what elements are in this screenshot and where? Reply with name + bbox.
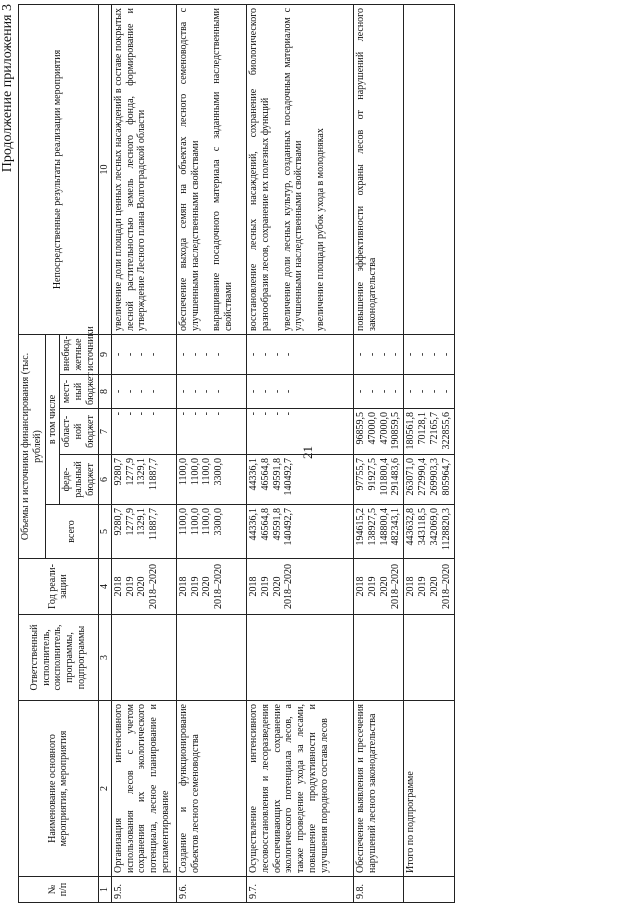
value: 2018 <box>247 576 259 597</box>
value: 9280,7 <box>112 508 124 536</box>
year-cell <box>176 559 246 615</box>
value: - <box>405 389 417 394</box>
value: 2020 <box>136 576 148 597</box>
value: - <box>283 389 295 394</box>
table-row <box>111 4 176 902</box>
value: 9280,7 <box>112 458 124 486</box>
activity-name: Организация интенсивного использования лесов с учетом сохранения их экологического потенциала, лесное планирование и регламентирование <box>111 701 176 877</box>
value: - <box>259 389 271 394</box>
value: - <box>428 389 440 394</box>
header-including: в том числе <box>45 334 60 504</box>
value: 49591,8 <box>271 458 283 491</box>
value: 44336,1 <box>247 508 259 541</box>
value: 47000,0 <box>366 412 378 445</box>
value: 101800,4 <box>378 458 390 496</box>
value: 2018 <box>112 576 124 597</box>
results-cell <box>246 4 353 334</box>
table-body <box>111 4 454 902</box>
value: 2019 <box>366 576 378 597</box>
value: 2018–2020 <box>390 564 402 609</box>
row-number: 9.8. <box>353 877 403 903</box>
executor-cell <box>404 615 455 701</box>
federal-cell <box>176 455 246 505</box>
executor-cell <box>353 615 403 701</box>
total-label: Итого по подпрограмме <box>404 701 455 877</box>
value: - <box>136 389 148 394</box>
value: 343118,5 <box>416 508 428 546</box>
results-cell <box>353 4 403 334</box>
header-executor: Ответственный исполнитель, соисполнитель, программы, подпрограммы <box>19 615 99 701</box>
header-local: мест- ный бюджет <box>60 375 98 409</box>
year-cell <box>353 559 403 615</box>
value: 2018–2020 <box>148 564 160 609</box>
total-cell <box>246 505 353 559</box>
header-federal: феде- ральный бюджет <box>60 455 98 505</box>
value: - <box>247 389 259 394</box>
value: 11887,7 <box>148 458 160 491</box>
value: 342069,0 <box>428 508 440 546</box>
value: 47000,0 <box>378 412 390 445</box>
local-cell <box>246 375 353 409</box>
value: - <box>378 389 390 394</box>
value: 2020 <box>271 576 283 597</box>
federal-cell <box>111 455 176 505</box>
value: 96859,5 <box>354 412 366 445</box>
value: 46564,8 <box>259 508 271 541</box>
header-results: Непосредственные результаты реализации мероприятия <box>19 4 99 334</box>
federal-cell <box>353 455 403 505</box>
value: 97755,7 <box>354 458 366 491</box>
value: 482343,1 <box>390 508 402 546</box>
col-number: 9 <box>98 334 111 374</box>
value: 1329,1 <box>136 508 148 536</box>
value: 443632,8 <box>405 508 417 546</box>
value: 11887,7 <box>148 508 160 541</box>
col-number: 2 <box>98 701 111 877</box>
regional-cell <box>246 409 353 455</box>
value: 2020 <box>428 576 440 597</box>
local-cell <box>111 375 176 409</box>
value: - <box>271 352 283 357</box>
executor-cell <box>111 615 176 701</box>
program-table <box>18 4 455 903</box>
value: 805964,7 <box>440 458 452 496</box>
column-numbers-row <box>98 4 111 902</box>
value: - <box>440 352 452 357</box>
value: - <box>148 389 160 394</box>
value: 1100,0 <box>177 458 189 486</box>
year-cell <box>111 559 176 615</box>
extra-cell <box>353 334 403 374</box>
value: 2018 <box>354 576 366 597</box>
year-cell <box>246 559 353 615</box>
value: - <box>124 352 136 357</box>
value: - <box>112 412 124 416</box>
value: - <box>177 352 189 357</box>
regional-cell <box>404 409 455 455</box>
local-cell <box>176 375 246 409</box>
value: - <box>201 389 213 394</box>
value: - <box>124 389 136 394</box>
value: 1277,9 <box>124 508 136 536</box>
value: - <box>428 352 440 357</box>
col-number: 3 <box>98 615 111 701</box>
value: 2020 <box>201 576 213 597</box>
total-row <box>404 4 455 902</box>
results-cell <box>404 4 455 334</box>
executor-cell <box>246 615 353 701</box>
table-row <box>176 4 246 902</box>
value: - <box>283 412 295 416</box>
value: 322855,6 <box>440 412 452 450</box>
value: - <box>201 412 213 416</box>
table-row <box>246 4 353 902</box>
value: 1100,0 <box>201 458 213 486</box>
activity-name: Обеспечение выявления и пресечения нарушений лесного законодательства <box>353 701 403 877</box>
value: 49591,8 <box>271 508 283 541</box>
value: - <box>136 412 148 416</box>
value: - <box>136 352 148 357</box>
value: 2018–2020 <box>213 564 225 609</box>
value: 140492,7 <box>283 458 295 496</box>
header-name: Наименование основного мероприятия, мероприятия <box>19 701 99 877</box>
page-number: 21 <box>300 446 315 459</box>
value: - <box>189 389 201 394</box>
value: - <box>189 412 201 416</box>
value: 180561,8 <box>405 412 417 450</box>
header-regional: област- ной бюджет <box>60 409 98 455</box>
value: 3300,0 <box>213 458 225 486</box>
value: 2019 <box>124 576 136 597</box>
value: 138927,5 <box>366 508 378 546</box>
value: - <box>259 352 271 357</box>
value: - <box>390 352 402 357</box>
header-year: Год реали- зации <box>19 559 99 615</box>
col-number: 10 <box>98 4 111 334</box>
value: 140492,7 <box>283 508 295 546</box>
value: - <box>189 352 201 357</box>
local-cell <box>353 375 403 409</box>
value: 2018 <box>177 576 189 597</box>
extra-cell <box>404 334 455 374</box>
value: 2018–2020 <box>440 564 452 609</box>
value: - <box>259 412 271 416</box>
value: 2018 <box>405 576 417 597</box>
value: 148800,4 <box>378 508 390 546</box>
total-cell <box>111 505 176 559</box>
value: - <box>378 352 390 357</box>
value: - <box>366 389 378 394</box>
table-row <box>353 4 403 902</box>
activity-name: Осуществление интенсивного лесовосстановления и лесоразведения обеспечивающих сохранение экологического потенциала лесов, а также проведение ухода за лесами, повышение продуктивности и улучшения породного состава лесов <box>246 701 353 877</box>
header-financing: Объемы и источники финансирования (тыс. рублей) <box>19 334 46 558</box>
value: 2018–2020 <box>283 564 295 609</box>
value: - <box>201 352 213 357</box>
value: - <box>271 389 283 394</box>
value: - <box>354 352 366 357</box>
row-number: 9.7. <box>246 877 353 903</box>
value: - <box>213 389 225 394</box>
header-extra: внебюд- жетные источники <box>60 334 98 374</box>
value: - <box>416 389 428 394</box>
value: 1100,0 <box>201 508 213 536</box>
extra-cell <box>111 334 176 374</box>
extra-cell <box>176 334 246 374</box>
extra-cell <box>246 334 353 374</box>
value: 1329,1 <box>136 458 148 486</box>
col-number: 4 <box>98 559 111 615</box>
value: - <box>213 352 225 357</box>
value: - <box>440 389 452 394</box>
value: 291483,6 <box>390 458 402 496</box>
continuation-label: Продолжение приложения 3 <box>0 4 15 173</box>
value: - <box>177 389 189 394</box>
value: 1277,9 <box>124 458 136 486</box>
value: 2019 <box>259 576 271 597</box>
value: - <box>148 352 160 357</box>
value: - <box>247 412 259 416</box>
value: 194615,2 <box>354 508 366 546</box>
value: 2019 <box>416 576 428 597</box>
value: 1100,0 <box>189 458 201 486</box>
value: - <box>271 412 283 416</box>
col-number: 5 <box>98 505 111 559</box>
value: 3300,0 <box>213 508 225 536</box>
regional-cell <box>111 409 176 455</box>
total-cell <box>176 505 246 559</box>
value: 91927,5 <box>366 458 378 491</box>
total-cell <box>404 505 455 559</box>
value: 1100,0 <box>189 508 201 536</box>
regional-cell <box>353 409 403 455</box>
result-item: обеспечение выхода семян на объектах лесного семеноводства с улучшенными наследственными свойствами <box>177 7 201 331</box>
value: - <box>148 412 160 416</box>
activity-name: Создание и функционирование объектов лесного семеноводства <box>176 701 246 877</box>
result-item: выращивание посадочного материала с заданными наследственными свойствами <box>211 7 235 331</box>
value: 1100,0 <box>177 508 189 536</box>
col-number: 6 <box>98 455 111 505</box>
header-num: № п/п <box>19 877 99 903</box>
result-item: повышение эффективности охраны лесов от нарушений лесного законодательства <box>354 7 378 331</box>
value: 263071,0 <box>405 458 417 496</box>
value: 70128,1 <box>416 412 428 445</box>
total-cell <box>353 505 403 559</box>
value: 272990,4 <box>416 458 428 496</box>
row-number: 9.6. <box>176 877 246 903</box>
results-cell <box>176 4 246 334</box>
value: - <box>213 412 225 416</box>
results-cell <box>111 4 176 334</box>
federal-cell <box>404 455 455 505</box>
value: - <box>283 352 295 357</box>
header-total: всего <box>45 505 98 559</box>
col-number: 7 <box>98 409 111 455</box>
result-item: восстановление лесных насаждений, сохранение биологического разнообразия лесов, сохранение их полезных функций <box>247 7 271 331</box>
row-number: 9.5. <box>111 877 176 903</box>
local-cell <box>404 375 455 409</box>
value: 269903,3 <box>428 458 440 496</box>
value: 46564,8 <box>259 458 271 491</box>
value: - <box>112 352 124 357</box>
col-number: 1 <box>98 877 111 903</box>
value: - <box>112 389 124 394</box>
value: 190859,5 <box>390 412 402 450</box>
executor-cell <box>176 615 246 701</box>
result-item: увеличение площади рубок ухода в молодняках <box>315 128 327 331</box>
value: - <box>124 412 136 416</box>
value: 72165,7 <box>428 412 440 445</box>
value: - <box>177 412 189 416</box>
result-item: увеличение доли лесных культур, созданных посадочным материалом с улучшенными наследственными свойствами <box>281 7 305 331</box>
value: - <box>416 352 428 357</box>
value: - <box>247 352 259 357</box>
value: - <box>405 352 417 357</box>
regional-cell <box>176 409 246 455</box>
value: - <box>366 352 378 357</box>
federal-cell <box>246 455 353 505</box>
value: - <box>390 389 402 394</box>
year-cell <box>404 559 455 615</box>
value: 2019 <box>189 576 201 597</box>
col-number: 8 <box>98 375 111 409</box>
result-item: увеличение доли площади ценных лесных насаждений в составе покрытых лесной растительностью земель лесного фонда, формирование и утверждение Лесного плана Волгоградской области <box>112 7 148 331</box>
value: 1128820,3 <box>440 508 452 551</box>
value: 2020 <box>378 576 390 597</box>
row-number <box>404 877 455 903</box>
value: 44336,1 <box>247 458 259 491</box>
value: - <box>354 389 366 394</box>
